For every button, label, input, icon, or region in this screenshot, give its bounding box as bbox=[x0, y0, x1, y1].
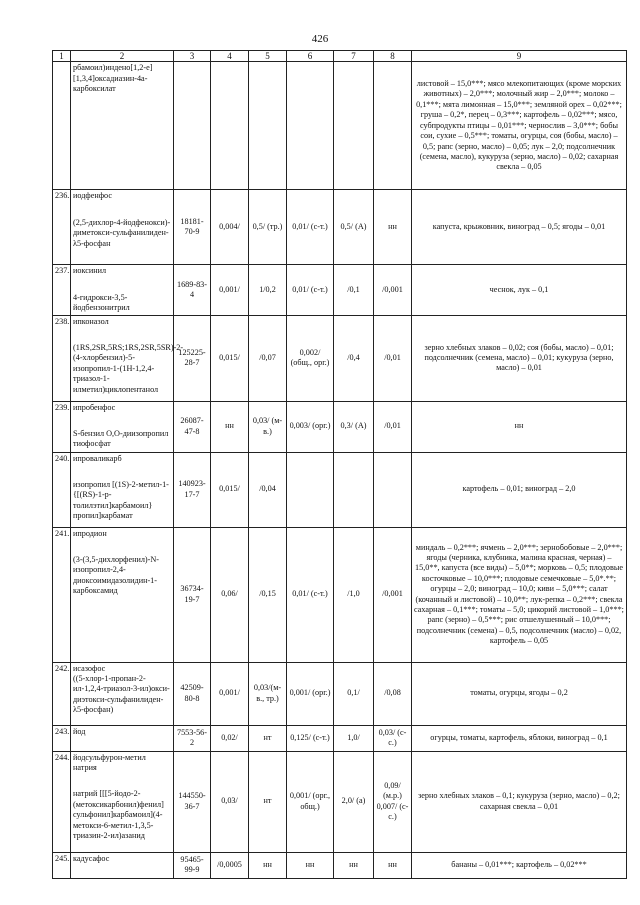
substance-cell bbox=[71, 265, 174, 315]
row-number: 245. bbox=[53, 852, 71, 878]
value-col-5: 0,03/(м-в., тр.) bbox=[249, 662, 287, 725]
value-col-4: нн bbox=[211, 401, 249, 452]
chemical-name: (1RS,2SR,5RS;1RS,2SR,5SR)-2-(4-хлорбензил)-5-изопропил-1-(1H-1,2,4-триазол-1-илметил)циклопентанол bbox=[73, 343, 184, 394]
substance-cell bbox=[71, 62, 174, 190]
substance-cell bbox=[71, 852, 174, 878]
substance-cell bbox=[71, 452, 174, 527]
substance-cell bbox=[71, 751, 174, 852]
cas-number: 95465-99-9 bbox=[174, 852, 211, 878]
col-header-6: 6 bbox=[287, 51, 334, 62]
row-number: 242. bbox=[53, 662, 71, 725]
col-header-3: 3 bbox=[174, 51, 211, 62]
residue-limits: нн bbox=[412, 401, 627, 452]
substance-name: ипроваликарб bbox=[73, 453, 122, 463]
value-col-7: 0,5/ (А) bbox=[334, 190, 374, 265]
row-number: 239. bbox=[53, 401, 71, 452]
value-col-7: 2,0/ (а) bbox=[334, 751, 374, 852]
value-col-8: /0,08 bbox=[374, 662, 412, 725]
substance-cell bbox=[71, 662, 174, 725]
page-number: 426 bbox=[311, 33, 329, 45]
residue-limits: бананы – 0,01***; картофель – 0,02*** bbox=[412, 852, 627, 878]
value-col-4: /0,0005 bbox=[211, 852, 249, 878]
value-col-8: нн bbox=[374, 852, 412, 878]
residue-limits: зерно хлебных злаков – 0,1; кукуруза (зерно, масло) – 0,2; сахарная свекла – 0,01 bbox=[412, 751, 627, 852]
col-header-9: 9 bbox=[412, 51, 627, 62]
col-header-5: 5 bbox=[249, 51, 287, 62]
row-number: 240. bbox=[53, 452, 71, 527]
value-col-6: 0,001/ (орг.) bbox=[287, 662, 334, 725]
cas-number: 140923-17-7 bbox=[174, 452, 211, 527]
col-header-2: 2 bbox=[71, 51, 174, 62]
row-number: 243. bbox=[53, 725, 71, 751]
table-row bbox=[53, 62, 627, 190]
value-col-8: 0,03/ (с-с.) bbox=[374, 725, 412, 751]
substance-name: иодфенфос bbox=[73, 191, 112, 201]
table-row bbox=[53, 190, 627, 265]
substances-table bbox=[52, 50, 627, 879]
chemical-name: ((5-хлор-1-пропан-2-ил-1,2,4-триазол-3-ил)окси-диэтокси-сульфанилиден-λ5-фосфан) bbox=[73, 674, 170, 715]
substance-name: ипродион bbox=[73, 528, 107, 538]
value-col-5: 1/0,2 bbox=[249, 265, 287, 315]
value-col-6: 0,01/ (с-т.) bbox=[287, 265, 334, 315]
residue-limits: листовой – 15,0***; мясо млекопитающих (кроме морских животных) – 2,0***; молочный жир – 2,0***; молоко – 0,1***; мята лимонная – 15,0***; земляной орех – 0,02***; груша – 0,2*, перец – 0,3***; картофель – 0,02***; мясо, субпродукты птицы – 0,01***; чернослив – 3,0***; бобы сои, сухие – 0,5***; томаты, огурцы, соя (бобы, масло) – 0,5; рапс (зерно, масло) – 0,05; лук – 2,0; подсолнечник (семена, масло), кукуруза (зерно, масло) – 0,02; сахарная свекла – 0,05 bbox=[412, 62, 627, 190]
chemical-name: (2,5-дихлор-4-йодфенокси)-диметокси-сульфанилиден-λ5-фосфан bbox=[73, 217, 171, 248]
substance-name: исазофос bbox=[73, 663, 106, 673]
chemical-name: S-бензил О,О-диизопропил тиофосфат bbox=[73, 429, 169, 449]
col-header-4: 4 bbox=[211, 51, 249, 62]
value-col-4: 0,06/ bbox=[211, 527, 249, 662]
substance-cell bbox=[71, 725, 174, 751]
value-col-4 bbox=[211, 62, 249, 190]
table-row bbox=[53, 452, 627, 527]
substance-cell bbox=[71, 315, 184, 401]
substance-name: ипробенфос bbox=[73, 402, 116, 412]
value-col-4: 0,001/ bbox=[211, 662, 249, 725]
value-col-8: /0,01 bbox=[374, 401, 412, 452]
value-col-8 bbox=[374, 62, 412, 190]
value-col-6 bbox=[287, 62, 334, 190]
table-row bbox=[53, 751, 627, 852]
value-col-5: нт bbox=[249, 751, 287, 852]
value-col-4: 0,004/ bbox=[211, 190, 249, 265]
chemical-name: 4-гидрокси-3,5-йодбензонитрил bbox=[73, 292, 130, 313]
chemical-name: натрий [[[5-йодо-2-(метоксикарбонил)фенил] сульфонил]карбамоил](4-метокси-6-метил-1,3,5-триазин-2-ил)азанид bbox=[73, 789, 164, 841]
value-col-7: 0,1/ bbox=[334, 662, 374, 725]
residue-limits: томаты, огурцы, ягоды – 0,2 bbox=[412, 662, 627, 725]
residue-limits: зерно хлебных злаков – 0,02; соя (бобы, масло) – 0,01; подсолнечник (семена, масло) – 0,01; кукуруза (зерно, масло) – 0,01 bbox=[412, 315, 627, 401]
value-col-4: 0,001/ bbox=[211, 265, 249, 315]
value-col-7: /1,0 bbox=[334, 527, 374, 662]
value-col-6: нн bbox=[287, 852, 334, 878]
value-col-7: 1,0/ bbox=[334, 725, 374, 751]
table-row bbox=[53, 401, 627, 452]
header-row bbox=[53, 51, 627, 62]
row-number: 244. bbox=[53, 751, 71, 852]
cas-number: 26087-47-8 bbox=[174, 401, 211, 452]
value-col-5: нт bbox=[249, 725, 287, 751]
value-col-7: нн bbox=[334, 852, 374, 878]
table-row bbox=[53, 527, 627, 662]
value-col-6: 0,002/ (общ., орг.) bbox=[287, 315, 334, 401]
chemical-name: (3-(3,5-дихлорфенил)-N-изопропил-2,4-диоксоимидазолидин-1-карбоксамид bbox=[73, 555, 160, 596]
substance-cell bbox=[71, 401, 174, 452]
residue-limits: капуста, крыжовник, виноград – 0,5; ягоды – 0,01 bbox=[412, 190, 627, 265]
table-row bbox=[53, 315, 627, 401]
row-number: 238. bbox=[53, 315, 71, 401]
col-header-8: 8 bbox=[374, 51, 412, 62]
value-col-4: 0,03/ bbox=[211, 751, 249, 852]
residue-limits: чеснок, лук – 0,1 bbox=[412, 265, 627, 315]
cas-number: 1689-83-4 bbox=[174, 265, 211, 315]
value-col-8: /0,001 bbox=[374, 265, 412, 315]
value-col-8: /0,01 bbox=[374, 315, 412, 401]
residue-limits: картофель – 0,01; виноград – 2,0 bbox=[412, 452, 627, 527]
value-col-4: 0,02/ bbox=[211, 725, 249, 751]
cas-number: 42509-80-8 bbox=[174, 662, 211, 725]
table-row bbox=[53, 265, 627, 315]
row-number: 236. bbox=[53, 190, 71, 265]
value-col-7 bbox=[334, 62, 374, 190]
cas-number: 7553-56-2 bbox=[174, 725, 211, 751]
cas-number: 125225-28-7 bbox=[174, 315, 211, 401]
substance-name: йод bbox=[73, 726, 86, 736]
cas-number: 36734-19-7 bbox=[174, 527, 211, 662]
value-col-5 bbox=[249, 62, 287, 190]
row-number: 241. bbox=[53, 527, 71, 662]
value-col-5: 0,03/ (м-в.) bbox=[249, 401, 287, 452]
substance-name: кадусафос bbox=[73, 853, 110, 863]
value-col-5: /0,04 bbox=[249, 452, 287, 527]
cas-number: 18181-70-9 bbox=[174, 190, 211, 265]
value-col-8: 0,09/ (м.р.) 0,007/ (с-с.) bbox=[374, 751, 412, 852]
value-col-8: /0,001 bbox=[374, 527, 412, 662]
row-number bbox=[53, 62, 71, 190]
value-col-4: 0,015/ bbox=[211, 315, 249, 401]
value-col-6: 0,003/ (орг.) bbox=[287, 401, 334, 452]
chemical-name: рбамоил)индено[1,2-e][1,3,4]оксадиазин-4a-карбоксилат bbox=[73, 63, 153, 94]
residue-limits: огурцы, томаты, картофель, яблоки, виноград – 0,1 bbox=[412, 725, 627, 751]
table-row bbox=[53, 852, 627, 878]
table-row bbox=[53, 662, 627, 725]
value-col-6 bbox=[287, 452, 334, 527]
value-col-6: 0,01/ (с-т.) bbox=[287, 527, 334, 662]
value-col-5: /0,15 bbox=[249, 527, 287, 662]
substance-cell bbox=[71, 527, 174, 662]
value-col-7: /0,4 bbox=[334, 315, 374, 401]
substance-name: иоксинил bbox=[73, 266, 107, 276]
value-col-5: /0,07 bbox=[249, 315, 287, 401]
cas-number: 144550-36-7 bbox=[174, 751, 211, 852]
col-header-1: 1 bbox=[53, 51, 71, 62]
value-col-4: 0,015/ bbox=[211, 452, 249, 527]
value-col-6: 0,125/ (с-т.) bbox=[287, 725, 334, 751]
col-header-7: 7 bbox=[334, 51, 374, 62]
cas-number bbox=[174, 62, 211, 190]
table-row bbox=[53, 725, 627, 751]
value-col-7: /0,1 bbox=[334, 265, 374, 315]
chemical-name: изопропил [(1S)-2-метил-1-{[(RS)-1-р-толилэтил]карбамоил} пропил]карбамат bbox=[73, 480, 169, 521]
row-number: 237. bbox=[53, 265, 71, 315]
residue-limits: миндаль – 0,2***; ячмень – 2,0***; зернобобовые – 2,0***; ягоды (черника, клубника, малина красная, черная) – 15,0**, капуста (все виды) – 5,0**; морковь – 0,5; плодовые косточковые – 10,0***; плодовые семечковые – 5,0*.**; огурцы – 2,0; виноград – 10,0; киви – 5,0***; салат (кочанный и листовой) – 10,0**; лук-репка – 0,2***; свекла сахарная – 0,1***; томаты – 5,0; цикорий листовой – 1,0***; рапс (зерно) – 0,5***; рис отшелушенный – 10,0***; подсолнечник (семена) – 0,5, подсолнечник (масло) – 0,02, картофель – 0,05 bbox=[412, 527, 627, 662]
value-col-8: нн bbox=[374, 190, 412, 265]
value-col-6: 0,001/ (орг., общ.) bbox=[287, 751, 334, 852]
value-col-7 bbox=[334, 452, 374, 527]
value-col-6: 0,01/ (с-т.) bbox=[287, 190, 334, 265]
value-col-8 bbox=[374, 452, 412, 527]
value-col-5: нн bbox=[249, 852, 287, 878]
substance-name: ипконазол bbox=[73, 316, 109, 326]
substance-cell bbox=[71, 190, 174, 265]
value-col-5: 0,5/ (тр.) bbox=[249, 190, 287, 265]
substance-name: йодсульфурон-метил натрия bbox=[73, 752, 146, 773]
value-col-7: 0,3/ (А) bbox=[334, 401, 374, 452]
